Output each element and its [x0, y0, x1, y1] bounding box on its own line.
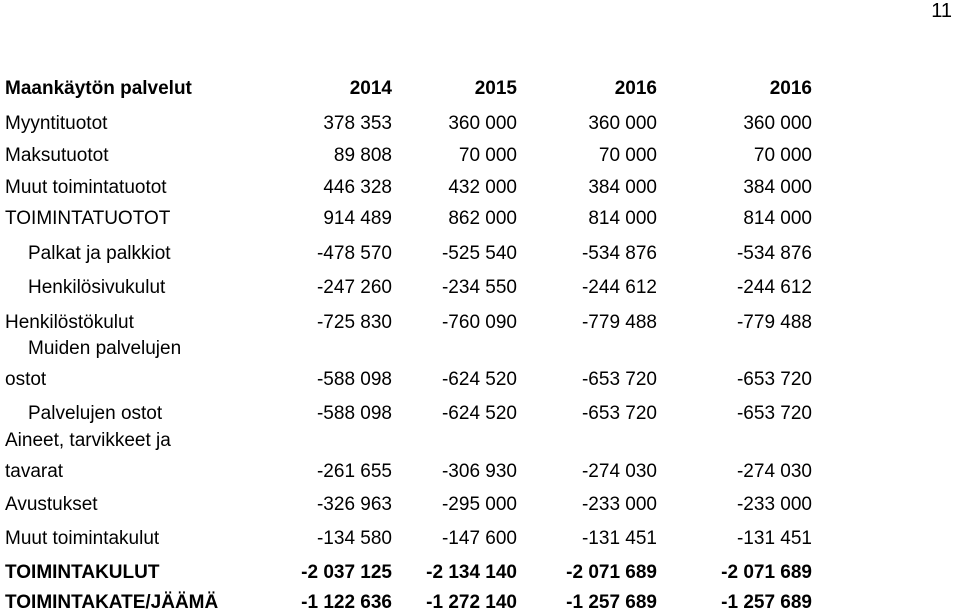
cell-value: -1 272 140 — [426, 592, 517, 613]
cell-value: -131 451 — [581, 528, 657, 549]
cell-value: -326 963 — [316, 494, 392, 515]
row-label: TOIMINTAKULUT — [5, 562, 160, 583]
cell-value: -1 122 636 — [301, 592, 392, 613]
table-header-label: Maankäytön palvelut — [5, 78, 192, 99]
cell-value: -234 550 — [441, 277, 517, 298]
row-label: Palkat ja palkkiot — [28, 243, 171, 264]
cell-value: -2 071 689 — [721, 562, 812, 583]
cell-value: -244 612 — [736, 277, 812, 298]
cell-value: -653 720 — [736, 403, 812, 424]
row-label: Palvelujen ostot — [28, 403, 163, 424]
cell-value: -1 257 689 — [721, 592, 812, 613]
cell-value: 70 000 — [598, 145, 657, 166]
cell-value: -534 876 — [581, 243, 657, 264]
cell-value: 862 000 — [448, 208, 517, 229]
cell-value: -588 098 — [316, 369, 392, 390]
cell-value: 432 000 — [448, 177, 517, 198]
row-label: Henkilösivukulut — [28, 277, 166, 298]
column-header: 2015 — [474, 78, 517, 99]
cell-value: -2 037 125 — [301, 562, 392, 583]
row-label: TOIMINTATUOTOT — [5, 208, 171, 229]
cell-value: -534 876 — [736, 243, 812, 264]
cell-value: -624 520 — [441, 403, 517, 424]
cell-value: -247 260 — [316, 277, 392, 298]
cell-value: -295 000 — [441, 494, 517, 515]
cell-value: -624 520 — [441, 369, 517, 390]
cell-value: 914 489 — [323, 208, 392, 229]
row-label-line1: Muiden palvelujen — [28, 338, 182, 359]
cell-value: 446 328 — [323, 177, 392, 198]
cell-value: -779 488 — [581, 312, 657, 333]
cell-value: 89 808 — [333, 145, 392, 166]
cell-value: -261 655 — [316, 461, 392, 482]
cell-value: -653 720 — [736, 369, 812, 390]
cell-value: 70 000 — [458, 145, 517, 166]
row-label-line2: ostot — [5, 369, 47, 390]
row-label: Henkilöstökulut — [5, 312, 134, 333]
cell-value: -653 720 — [581, 403, 657, 424]
row-label-line1: Aineet, tarvikkeet ja — [5, 430, 171, 451]
column-header: 2016 — [769, 78, 812, 99]
cell-value: -233 000 — [736, 494, 812, 515]
cell-value: -147 600 — [441, 528, 517, 549]
cell-value: -2 071 689 — [566, 562, 657, 583]
cell-value: 360 000 — [588, 113, 657, 134]
cell-value: -725 830 — [316, 312, 392, 333]
cell-value: 814 000 — [743, 208, 812, 229]
cell-value: -274 030 — [736, 461, 812, 482]
row-label: Muut toimintatuotot — [5, 177, 167, 198]
cell-value: 70 000 — [753, 145, 812, 166]
cell-value: -134 580 — [316, 528, 392, 549]
cell-value: -306 930 — [441, 461, 517, 482]
cell-value: 814 000 — [588, 208, 657, 229]
cell-value: -653 720 — [581, 369, 657, 390]
column-header: 2014 — [349, 78, 392, 99]
page-number: 11 — [931, 0, 952, 22]
cell-value: -1 257 689 — [566, 592, 657, 613]
row-label-line2: tavarat — [5, 461, 64, 482]
cell-value: -525 540 — [441, 243, 517, 264]
row-label: Maksutuotot — [5, 145, 109, 166]
cell-value: -779 488 — [736, 312, 812, 333]
cell-value: -588 098 — [316, 403, 392, 424]
cell-value: -244 612 — [581, 277, 657, 298]
cell-value: -274 030 — [581, 461, 657, 482]
cell-value: -233 000 — [581, 494, 657, 515]
cell-value: -2 134 140 — [426, 562, 517, 583]
cell-value: 360 000 — [743, 113, 812, 134]
row-label: Muut toimintakulut — [5, 528, 160, 549]
row-label: Avustukset — [5, 494, 98, 515]
column-header: 2016 — [614, 78, 657, 99]
row-label: TOIMINTAKATE/JÄÄMÄ — [5, 592, 219, 613]
cell-value: -760 090 — [441, 312, 517, 333]
row-label: Myyntituotot — [5, 113, 108, 134]
cell-value: 360 000 — [448, 113, 517, 134]
cell-value: -131 451 — [736, 528, 812, 549]
cell-value: -478 570 — [316, 243, 392, 264]
cell-value: 378 353 — [323, 113, 392, 134]
cell-value: 384 000 — [588, 177, 657, 198]
cell-value: 384 000 — [743, 177, 812, 198]
